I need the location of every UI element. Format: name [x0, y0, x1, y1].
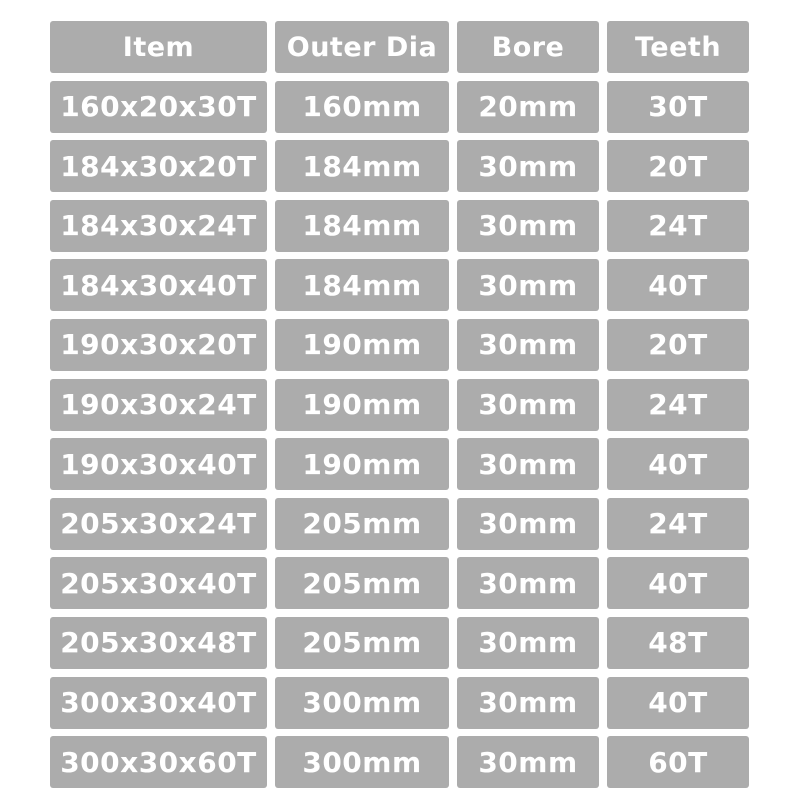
cell-outer-dia: 190mm [275, 379, 449, 431]
spec-table [50, 21, 749, 796]
cell-bore: 30mm [457, 557, 599, 609]
cell-teeth: 40T [607, 438, 749, 490]
cell-bore: 30mm [457, 259, 599, 311]
cell-outer-dia: 300mm [275, 677, 449, 729]
table-row [50, 81, 749, 133]
header-outer-dia: Outer Dia [275, 21, 449, 73]
table-row [50, 438, 749, 490]
cell-teeth: 24T [607, 200, 749, 252]
table-row [50, 677, 749, 729]
cell-teeth: 20T [607, 140, 749, 192]
cell-teeth: 40T [607, 677, 749, 729]
header-teeth: Teeth [607, 21, 749, 73]
cell-bore: 30mm [457, 140, 599, 192]
header-item: Item [50, 21, 267, 73]
cell-bore: 30mm [457, 617, 599, 669]
cell-outer-dia: 205mm [275, 498, 449, 550]
cell-outer-dia: 300mm [275, 736, 449, 788]
table-row [50, 379, 749, 431]
cell-item: 184x30x20T [50, 140, 267, 192]
cell-teeth: 48T [607, 617, 749, 669]
cell-item: 184x30x24T [50, 200, 267, 252]
cell-item: 184x30x40T [50, 259, 267, 311]
table-row [50, 200, 749, 252]
cell-outer-dia: 184mm [275, 140, 449, 192]
cell-item: 190x30x24T [50, 379, 267, 431]
cell-teeth: 40T [607, 557, 749, 609]
table-row [50, 557, 749, 609]
cell-teeth: 24T [607, 498, 749, 550]
cell-bore: 20mm [457, 81, 599, 133]
cell-outer-dia: 190mm [275, 319, 449, 371]
cell-bore: 30mm [457, 319, 599, 371]
table-row [50, 319, 749, 371]
cell-bore: 30mm [457, 736, 599, 788]
cell-outer-dia: 184mm [275, 200, 449, 252]
table-row [50, 259, 749, 311]
table-header-row [50, 21, 749, 73]
cell-bore: 30mm [457, 379, 599, 431]
cell-item: 160x20x30T [50, 81, 267, 133]
cell-item: 205x30x24T [50, 498, 267, 550]
cell-teeth: 20T [607, 319, 749, 371]
cell-teeth: 30T [607, 81, 749, 133]
cell-item: 300x30x40T [50, 677, 267, 729]
cell-outer-dia: 205mm [275, 557, 449, 609]
table-row [50, 140, 749, 192]
cell-bore: 30mm [457, 438, 599, 490]
cell-outer-dia: 205mm [275, 617, 449, 669]
cell-item: 205x30x40T [50, 557, 267, 609]
cell-outer-dia: 184mm [275, 259, 449, 311]
cell-item: 190x30x40T [50, 438, 267, 490]
table-row [50, 617, 749, 669]
cell-bore: 30mm [457, 498, 599, 550]
cell-outer-dia: 190mm [275, 438, 449, 490]
table-body [50, 81, 749, 789]
cell-bore: 30mm [457, 677, 599, 729]
cell-teeth: 60T [607, 736, 749, 788]
table-row [50, 736, 749, 788]
cell-item: 205x30x48T [50, 617, 267, 669]
header-bore: Bore [457, 21, 599, 73]
cell-outer-dia: 160mm [275, 81, 449, 133]
cell-teeth: 24T [607, 379, 749, 431]
cell-bore: 30mm [457, 200, 599, 252]
cell-item: 300x30x60T [50, 736, 267, 788]
cell-teeth: 40T [607, 259, 749, 311]
table-row [50, 498, 749, 550]
cell-item: 190x30x20T [50, 319, 267, 371]
